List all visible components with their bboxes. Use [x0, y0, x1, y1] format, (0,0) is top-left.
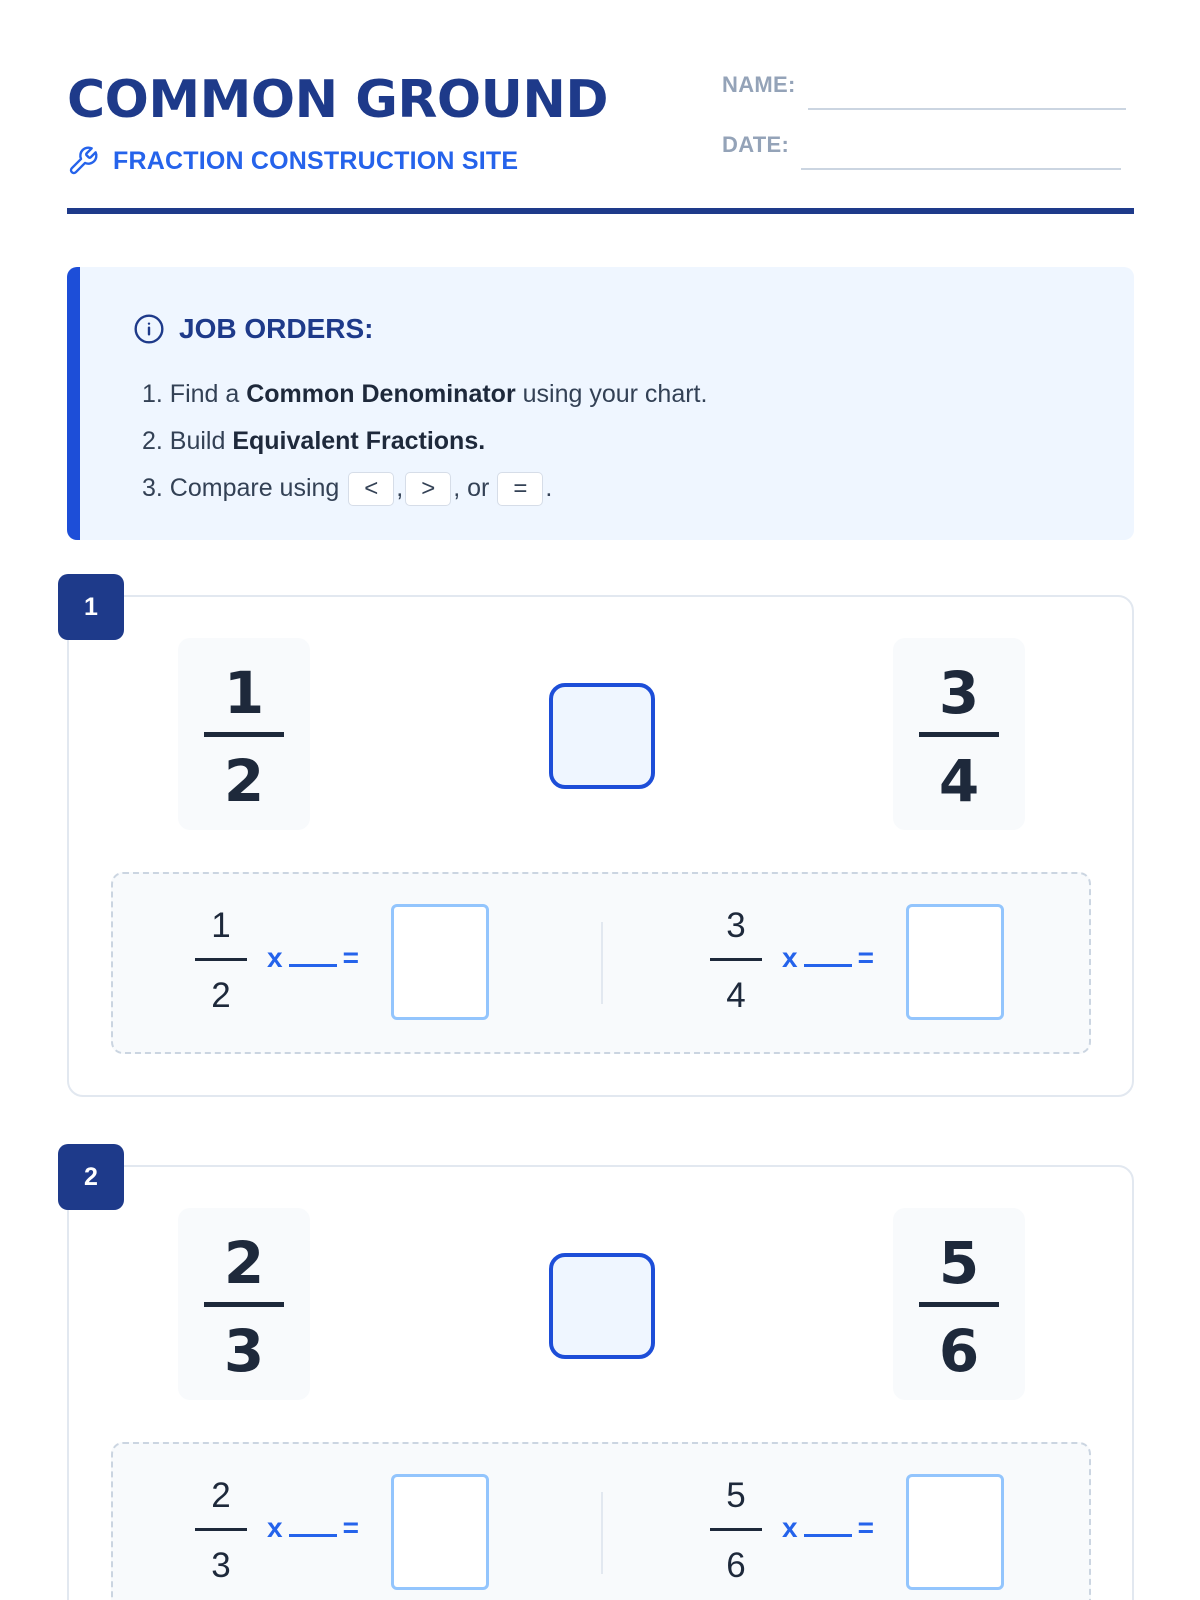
small-denominator: 3 — [211, 1546, 231, 1585]
instruction-step-3 — [142, 465, 707, 512]
equals-sign: = — [857, 1512, 874, 1543]
right-fraction — [893, 638, 1025, 830]
left-denominator: 2 — [223, 747, 265, 815]
times-symbol: x — [782, 942, 798, 973]
step3-prefix: 3. Compare using — [142, 474, 347, 502]
step1-bold: Common Denominator — [246, 380, 516, 408]
job-orders-list — [142, 371, 707, 512]
comparison-answer-box[interactable] — [549, 1253, 655, 1359]
subtitle-text: FRACTION CONSTRUCTION SITE — [113, 146, 519, 175]
small-numerator: 5 — [726, 1476, 746, 1515]
job-orders-panel — [67, 267, 1134, 540]
times-symbol: x — [267, 942, 283, 973]
comparison-answer-box[interactable] — [549, 683, 655, 789]
fraction-bar — [195, 1528, 247, 1531]
small-numerator: 2 — [211, 1476, 231, 1515]
equals-sign: = — [857, 942, 874, 973]
comma: , — [396, 474, 404, 502]
date-line[interactable] — [801, 168, 1121, 170]
right-numerator: 5 — [938, 1229, 980, 1297]
multiplier-expression — [782, 942, 874, 974]
or-text: , or — [453, 474, 490, 502]
less-than-symbol: < — [348, 472, 394, 506]
equivalent-answer-box[interactable] — [391, 904, 489, 1020]
right-fraction — [893, 1208, 1025, 1400]
name-line[interactable] — [808, 108, 1126, 110]
instruction-step-2 — [142, 418, 707, 465]
left-numerator: 1 — [223, 659, 265, 727]
worksheet-header — [67, 68, 1134, 214]
multiplier-blank[interactable] — [804, 945, 852, 967]
left-fraction — [178, 638, 310, 830]
step2-bold: Equivalent Fractions. — [232, 427, 486, 455]
equivalent-answer-box[interactable] — [906, 1474, 1004, 1590]
divider — [601, 1492, 603, 1574]
step1-suffix: using your chart. — [515, 380, 708, 408]
problem-card-2 — [67, 1162, 1134, 1600]
right-numerator: 3 — [938, 659, 980, 727]
multiplier-expression — [782, 1512, 874, 1544]
multiplier-blank[interactable] — [804, 1515, 852, 1537]
right-denominator: 6 — [938, 1317, 980, 1385]
step2-prefix: 2. Build — [142, 427, 233, 455]
fraction-bar — [710, 958, 762, 961]
multiplier-expression — [267, 1512, 359, 1544]
fraction-bar — [204, 1302, 284, 1307]
problem-number-badge: 2 — [58, 1144, 124, 1210]
times-symbol: x — [782, 1512, 798, 1543]
name-field[interactable] — [722, 72, 1126, 98]
multiplier-expression — [267, 942, 359, 974]
equals-sign: = — [342, 942, 359, 973]
divider — [601, 922, 603, 1004]
date-label: DATE: — [722, 132, 790, 157]
equals-sign: = — [342, 1512, 359, 1543]
instruction-step-1 — [142, 371, 707, 418]
left-denominator: 3 — [223, 1317, 265, 1385]
right-denominator: 4 — [938, 747, 980, 815]
info-icon — [133, 313, 165, 345]
equivalent-answer-box[interactable] — [391, 1474, 489, 1590]
small-numerator: 3 — [726, 906, 746, 945]
job-orders-heading — [133, 313, 373, 345]
times-symbol: x — [267, 1512, 283, 1543]
work-area — [111, 1442, 1091, 1600]
worksheet-title: COMMON GROUND — [67, 70, 609, 130]
multiplier-blank[interactable] — [289, 945, 337, 967]
problem-card-1 — [67, 592, 1134, 1097]
period: . — [545, 474, 553, 502]
fraction-bar — [710, 1528, 762, 1531]
fraction-bar — [204, 732, 284, 737]
multiplier-blank[interactable] — [289, 1515, 337, 1537]
fraction-bar — [919, 732, 999, 737]
problem-number-badge: 1 — [58, 574, 124, 640]
small-denominator: 2 — [211, 976, 231, 1015]
left-fraction — [178, 1208, 310, 1400]
small-denominator: 4 — [726, 976, 746, 1015]
greater-than-symbol: > — [405, 472, 451, 506]
fraction-bar — [919, 1302, 999, 1307]
fraction-bar — [195, 958, 247, 961]
left-numerator: 2 — [223, 1229, 265, 1297]
wrench-icon — [67, 145, 99, 177]
worksheet-subtitle — [67, 145, 518, 177]
name-label: NAME: — [722, 72, 796, 97]
work-area — [111, 872, 1091, 1054]
job-orders-title: JOB ORDERS: — [179, 313, 374, 344]
step1-prefix: 1. Find a — [142, 380, 247, 408]
equals-symbol: = — [497, 472, 543, 506]
small-numerator: 1 — [211, 906, 231, 945]
date-field[interactable] — [722, 132, 1121, 158]
equivalent-answer-box[interactable] — [906, 904, 1004, 1020]
small-denominator: 6 — [726, 1546, 746, 1585]
